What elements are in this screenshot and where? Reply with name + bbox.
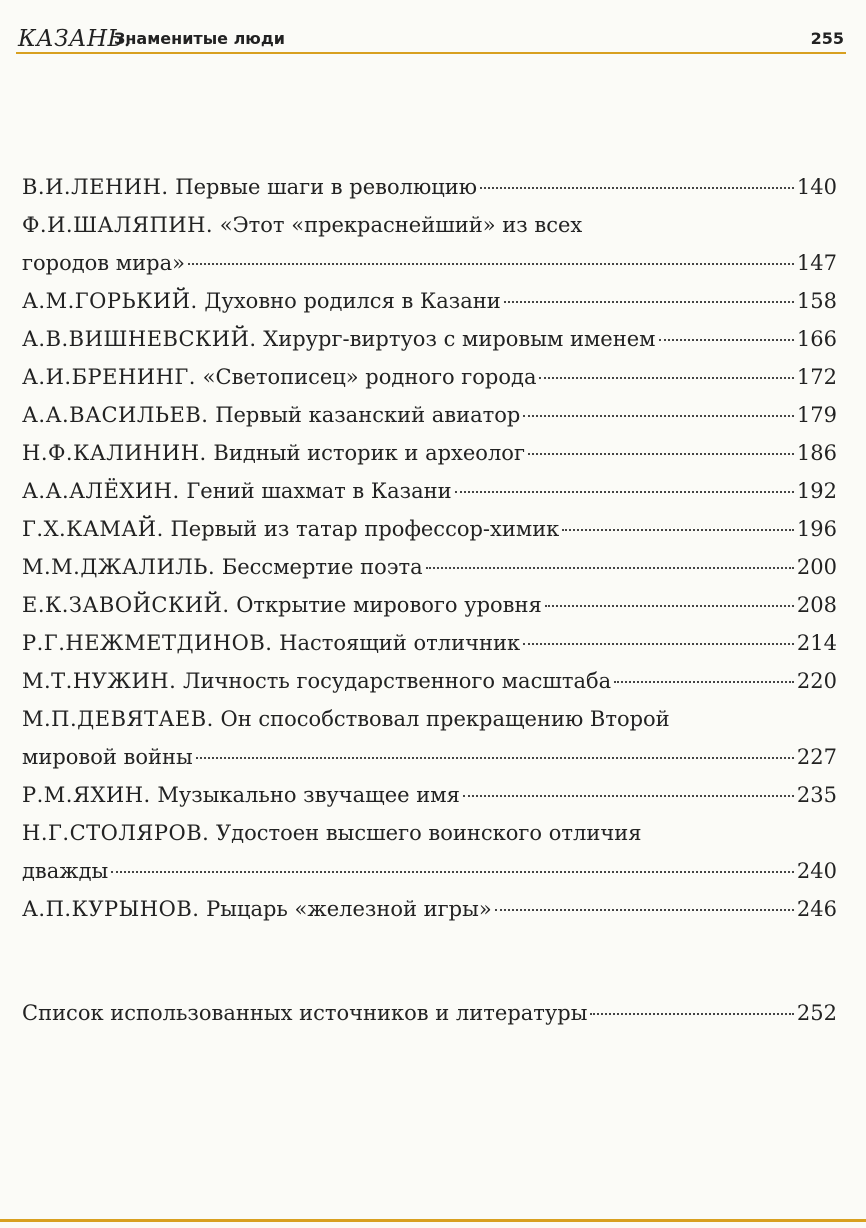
dot-leader <box>111 871 794 873</box>
dot-leader <box>426 567 794 569</box>
dot-leader <box>455 491 794 493</box>
person-name: В.И.ЛЕНИН. <box>22 175 169 199</box>
page-ref: 179 <box>796 403 837 427</box>
dot-leader <box>590 1013 793 1015</box>
page-ref: 220 <box>796 669 837 693</box>
chapter-title: Музыкально звучащее имя <box>157 783 460 807</box>
toc-entry[interactable] <box>22 472 837 510</box>
dot-leader <box>188 263 794 265</box>
person-name: А.В.ВИШНЕВСКИЙ. <box>22 327 257 351</box>
book-brand: КАЗАНЬ. <box>18 26 132 52</box>
person-name: Р.Г.НЕЖМЕТДИНОВ. <box>22 631 273 655</box>
dot-leader <box>659 339 794 341</box>
chapter-title: Рыцарь «железной игры» <box>206 897 492 921</box>
toc-entry[interactable] <box>22 320 837 358</box>
page-ref: 192 <box>796 479 837 503</box>
chapter-title-cont: городов мира» <box>22 251 185 275</box>
toc-entry[interactable] <box>22 396 837 434</box>
chapter-title: Открытие мирового уровня <box>236 593 542 617</box>
book-subtitle: Знаменитые люди <box>114 29 285 48</box>
chapter-title: Бессмертие поэта <box>221 555 423 579</box>
toc-entry[interactable] <box>22 206 837 282</box>
page-ref: 172 <box>796 365 837 389</box>
bibliography-title: Список использованных источников и литературы <box>22 1001 588 1025</box>
dot-leader <box>614 681 794 683</box>
page-ref: 200 <box>796 555 837 579</box>
chapter-title: Личность государственного масштаба <box>182 669 612 693</box>
person-name: Г.Х.КАМАЙ. <box>22 517 164 541</box>
chapter-title: Настоящий отличник <box>279 631 521 655</box>
toc-entry[interactable] <box>22 586 837 624</box>
page-ref: 140 <box>796 175 837 199</box>
dot-leader <box>523 643 794 645</box>
toc-entry[interactable] <box>22 434 837 472</box>
page-ref: 246 <box>796 897 837 921</box>
person-name: А.И.БРЕНИНГ. <box>22 365 196 389</box>
chapter-title: Он способствовал прекращению Второй <box>220 707 670 731</box>
dot-leader <box>463 795 794 797</box>
toc-entry-bibliography[interactable] <box>22 994 837 1032</box>
chapter-title: Духовно родился в Казани <box>204 289 501 313</box>
toc-entry[interactable] <box>22 510 837 548</box>
page-ref: 208 <box>796 593 837 617</box>
dot-leader <box>196 757 794 759</box>
person-name: Н.Г.СТОЛЯРОВ. <box>22 821 210 845</box>
page-ref: 158 <box>796 289 837 313</box>
dot-leader <box>480 187 794 189</box>
person-name: А.М.ГОРЬКИЙ. <box>22 289 198 313</box>
toc-entry[interactable] <box>22 662 837 700</box>
toc-entry[interactable] <box>22 890 837 928</box>
toc-entry[interactable] <box>22 814 837 890</box>
chapter-title: Первый казанский авиатор <box>215 403 521 427</box>
chapter-title: Первый из татар профессор-химик <box>170 517 560 541</box>
page-ref: 227 <box>796 745 837 769</box>
bottom-rule <box>0 1219 866 1222</box>
dot-leader <box>562 529 794 531</box>
chapter-title: Видный историк и археолог <box>213 441 525 465</box>
toc-entry[interactable] <box>22 358 837 396</box>
table-of-contents <box>22 168 837 1032</box>
chapter-title: Первые шаги в революцию <box>175 175 478 199</box>
dot-leader <box>495 909 794 911</box>
chapter-title: «Светописец» родного города <box>202 365 537 389</box>
page-ref: 196 <box>796 517 837 541</box>
chapter-title: Удостоен высшего воинского отличия <box>215 821 642 845</box>
page-ref: 166 <box>796 327 837 351</box>
page-ref: 240 <box>796 859 837 883</box>
person-name: М.Т.НУЖИН. <box>22 669 177 693</box>
toc-entry[interactable] <box>22 624 837 662</box>
page-ref: 214 <box>796 631 837 655</box>
dot-leader <box>504 301 794 303</box>
page-ref: 252 <box>796 1001 837 1025</box>
section-gap <box>22 928 837 994</box>
person-name: М.П.ДЕВЯТАЕВ. <box>22 707 214 731</box>
person-name: Ф.И.ШАЛЯПИН. <box>22 213 214 237</box>
page-ref: 235 <box>796 783 837 807</box>
toc-entry[interactable] <box>22 548 837 586</box>
running-header <box>16 20 846 54</box>
person-name: Р.М.ЯХИН. <box>22 783 151 807</box>
chapter-title-cont: дважды <box>22 859 109 883</box>
page-ref: 186 <box>796 441 837 465</box>
toc-entry[interactable] <box>22 282 837 320</box>
person-name: А.А.АЛЁХИН. <box>22 479 180 503</box>
toc-entry[interactable] <box>22 168 837 206</box>
toc-entry[interactable] <box>22 776 837 814</box>
person-name: Е.К.ЗАВОЙСКИЙ. <box>22 593 230 617</box>
chapter-title: «Этот «прекраснейший» из всех <box>219 213 583 237</box>
person-name: М.М.ДЖАЛИЛЬ. <box>22 555 216 579</box>
dot-leader <box>545 605 794 607</box>
person-name: А.П.КУРЫНОВ. <box>22 897 200 921</box>
dot-leader <box>539 377 793 379</box>
page-ref: 147 <box>796 251 837 275</box>
dot-leader <box>528 453 794 455</box>
chapter-title-cont: мировой войны <box>22 745 193 769</box>
dot-leader <box>523 415 794 417</box>
chapter-title: Гений шахмат в Казани <box>186 479 452 503</box>
toc-entry[interactable] <box>22 700 837 776</box>
person-name: А.А.ВАСИЛЬЕВ. <box>22 403 209 427</box>
person-name: Н.Ф.КАЛИНИН. <box>22 441 207 465</box>
chapter-title: Хирург-виртуоз с мировым именем <box>263 327 656 351</box>
page-number: 255 <box>810 29 844 48</box>
